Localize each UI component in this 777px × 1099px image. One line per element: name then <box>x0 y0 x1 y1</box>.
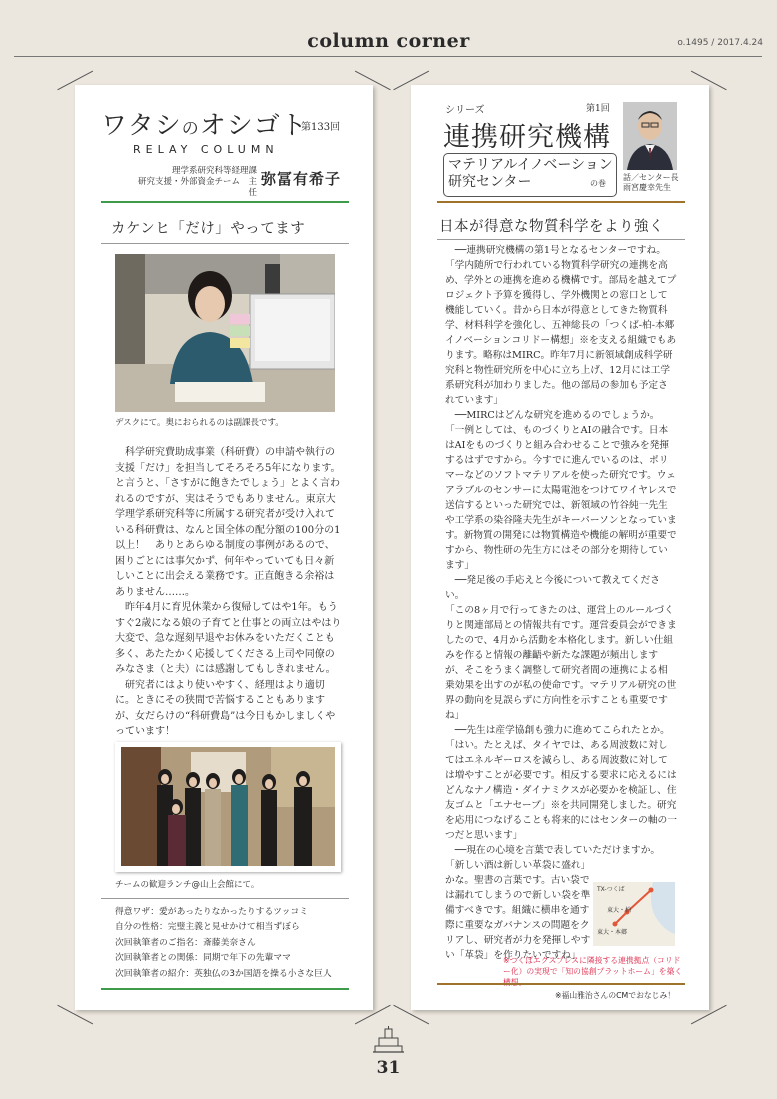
photo-caption: チームの歓迎ランチ@山上会館にて。 <box>115 880 260 890</box>
header-issue: o.1495 / 2017.4.24 <box>677 38 763 48</box>
column-title-part: オシゴト <box>199 111 308 141</box>
map-label: 東大・本郷 <box>597 929 628 936</box>
interview-answer: 「新しい酒は新しい革袋に盛れ」かな。聖書の言葉です。古い袋では漏れてしまうので新しい袋を準備すべきです。組織に横串を通す際に重要なガバナンスの問題をクリアし、研究者が力を発揮しやすい「革袋」を作りたいですね」 <box>445 860 591 961</box>
center-name <box>448 157 613 191</box>
column-title <box>101 105 308 142</box>
center-name-suffix: の巻 <box>590 179 606 188</box>
column-title-part: の <box>181 119 200 139</box>
interview-question: ──現在の心境を言葉で表していただけますか。 <box>454 845 661 856</box>
divider <box>101 243 349 244</box>
column-title-part: ワタシ <box>101 111 182 141</box>
profile-line: 次回執筆者の紹介：英独仏の3か国語を操る小さな巨人 <box>115 968 332 979</box>
author-profile <box>115 905 332 982</box>
interview-body <box>445 243 677 963</box>
card-corner <box>683 71 726 105</box>
interview-answer: 「この8ヶ月で行ってきたのは、運営上のルールづくりと関連部局との情報共有です。運営委員会ができましたので、4月から活動を本格化します。新しい仕組みを作ると情報の離齬や新たな課題が頻出しますが、そこをうまく調整して研究者間の連携による相乗効果を出すのが私の使命です。マテリアル研究の世界の動向を見誤らずに方向性を示すことも重要ですね」 <box>445 605 677 721</box>
card-corner <box>347 991 390 1025</box>
credit-line: 雨宮慶幸先生 <box>623 183 671 192</box>
article-headline: 日本が得意な物質科学をより強く <box>439 219 664 235</box>
desk-photo <box>115 254 335 412</box>
relay-column-label: RELAY COLUMN <box>133 143 279 156</box>
profile-line: 次回執筆者との関係：同期で年下の先輩ママ <box>115 953 291 964</box>
credit-line: 話／センター長 <box>623 173 679 182</box>
speaker-credit <box>623 173 679 193</box>
article-body <box>115 445 343 740</box>
affiliation-line: 理学系研究科等経理課 <box>171 166 257 176</box>
interview-answer: 「学内随所で行われている物質科学研究の連携を高め、学外との連携を進める機構です。部局を越えてプロジェクト予算を獲得し、学外機関との窓口として機能していく。昔から日本が得意としてきた物質科学、材料科学を強化し、五神総長の「つくば-柏-本郷イノベーションコリドー構想」※を支える組織でもあります。略称はMIRC。昨年7月に新領域創成科学研究科と物性研究所を中心に立ち上げ、12月には工学系研究科が加わりました。他の部局の参加も予定されています」 <box>445 260 677 406</box>
map-label: 東大・柏 <box>607 907 632 914</box>
team-photo-image <box>121 747 335 866</box>
corridor-map <box>593 882 675 946</box>
center-name-line: マテリアルイノベーション <box>448 157 613 173</box>
affiliation-line: 研究支援・外部資金チーム 主任 <box>137 177 257 198</box>
series-title: 連携研究機構 <box>443 122 611 153</box>
interview-question: ──発足後の手応えと今後について教えてください。 <box>445 575 660 601</box>
card-corner <box>347 71 390 105</box>
footnote-text: ※つくばエクスプレスに隣接する連携拠点（コリドー化）の実現で「知の協創プラットホーム」を築く構想。 <box>503 956 683 987</box>
author-name: 弥冨有希子 <box>261 170 342 188</box>
profile-line: 次回執筆者のご指名：斎藤美奈さん <box>115 937 256 948</box>
card-corner <box>57 991 100 1025</box>
series-label: シリーズ <box>445 105 485 116</box>
corridor-map-image <box>593 882 675 946</box>
divider <box>437 983 685 985</box>
article-headline: カケンヒ「だけ」やってます <box>111 221 306 237</box>
profile-line: 自分の性格：完璧主義と見せかけて相当ずぼら <box>115 922 300 933</box>
desk-photo-image <box>115 254 335 412</box>
card-corner <box>393 991 436 1025</box>
divider <box>437 201 685 203</box>
paragraph: 昨年4月に育児休業から復帰してはや1年。もうすぐ2歳になる娘の子育てと仕事との両立はやはり大変で、急な遅刻早退やお休みをいただくことも多く、あたたかく応援してくださる上司や同僚のみなさま（と夫）には感謝してもしきれません。 <box>115 602 342 675</box>
series-column-card <box>411 85 709 1010</box>
center-name-line: 研究センター <box>448 174 532 190</box>
portrait-photo <box>623 102 677 170</box>
footnote: ※福山雅治さんのCMでおなじみ！ <box>555 991 676 1000</box>
divider <box>101 201 349 203</box>
interview-answer: 「はい。たとえば、タイヤでは、ある周波数に対してはエネルギーロスを減らし、ある周波数に対しては増やすことが必要です。相反する要求に応えるにはどんなナノ構造・ダイナミクスが必要かを検証し、住友ゴムと「エナセーブ」※を共同開発しました。研究を応用につなげることも将来的にはセンターの軸の一つだと思います」 <box>445 740 677 841</box>
paragraph: 科学研究費助成事業（科研費）の申請や執行の支援「だけ」を担当してそろそろ5年になります。と言うと、「さすがに飽きたでしょう」とよく言われるのですが、実はそうでもありません。東京大学理学系研究科等に所属する研究者が受け入れている科研費は、なんと国全体の配分額の100分の1以上！ ありとあらゆる制度の事例があるので、困りごとには事欠かず、何年やっていても日々新しいことに出会える業務です。正直飽きる余裕はありません……。 <box>115 447 341 598</box>
header-title: column corner <box>307 30 470 52</box>
paragraph: 研究者にはより使いやすく、経理はより適切に。ときにその狭間で苦悩することもありますが、女だらけの“科研費島”は今日もかしましくやっています！ <box>115 679 336 737</box>
divider <box>101 988 349 990</box>
team-photo <box>121 747 335 866</box>
profile-line: 得意ワザ：愛があったりなかったりするツッコミ <box>115 907 309 917</box>
interview-question: ──先生は産学協創も強力に進めてこられたとか。 <box>454 725 670 736</box>
interview-answer: 「一例としては、ものづくりとAIの融合です。日本はAIをものづくりと組み合わせることで強みを発揮するはずですから。今すでに進んでいるのは、ポリマーなどのソフトマテリアルを使った研究です。ウェアラブルのセンサーに太陽電池をつけてワイヤレスで送信するといった研究では、新領域の竹谷純一先生や工学系の染谷隆夫先生がキーパーソンとなっています。新物質の開発には物質構造や機能の解明が重要ですから、物性研の先生方にはその部分を期待しています」 <box>445 425 677 571</box>
map-label: TX-つくば <box>597 886 625 893</box>
divider <box>101 898 349 899</box>
card-corner <box>683 991 726 1025</box>
author-affiliation <box>131 166 257 199</box>
relay-column-card <box>75 85 373 1010</box>
episode-number: 第1回 <box>586 104 610 114</box>
card-corner <box>393 71 436 105</box>
divider <box>437 239 685 240</box>
photo-caption: デスクにて。奥におられるのは副課長です。 <box>115 418 284 428</box>
interview-question: ──MIRCはどんな研究を進めるのでしょうか。 <box>454 410 660 421</box>
portrait-image <box>623 102 677 170</box>
page-number: 31 <box>376 1058 401 1078</box>
interview-question: ──連携研究機構の第1号となるセンターですね。 <box>454 245 666 256</box>
team-photo-frame <box>115 742 341 872</box>
card-corner <box>57 71 100 105</box>
episode-number: 第133回 <box>301 122 341 133</box>
center-name-box <box>443 153 617 197</box>
header-rule <box>14 56 762 57</box>
university-logo-icon <box>373 1026 404 1058</box>
